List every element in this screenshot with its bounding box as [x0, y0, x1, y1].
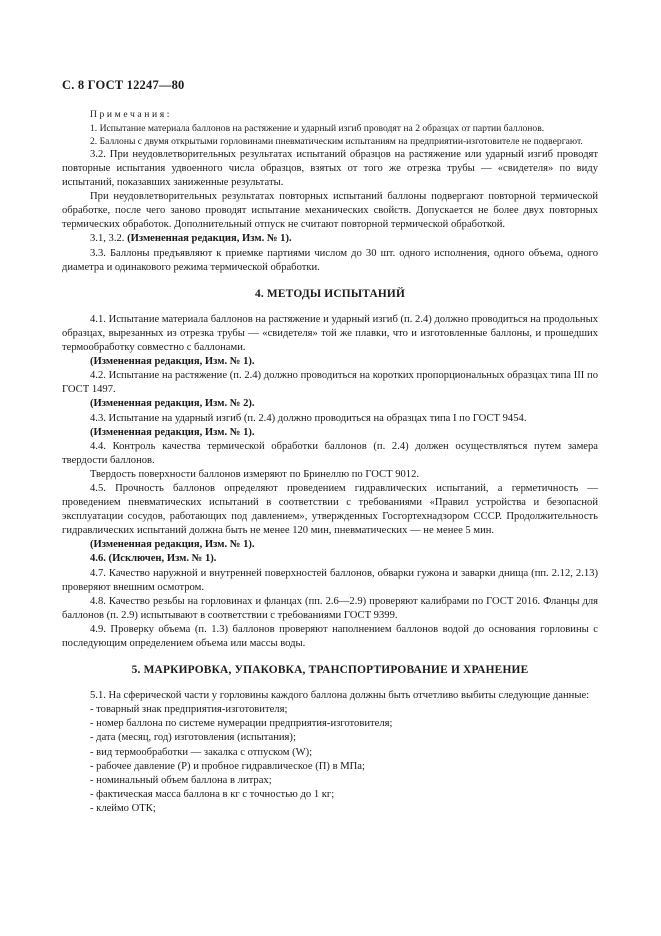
paragraph-4-7: 4.7. Качество наружной и внутренней поверхностей баллонов, обварки гужона и заварки днища (пп. 2.12, 2.13) проверяют внешним осмотром. [62, 567, 598, 593]
list-item: - номер баллона по системе нумерации предприятия-изготовителя; [90, 718, 393, 730]
amendment-note-4-2: (Измененная редакция, Изм. № 2). [90, 398, 255, 410]
notes-title: Примечания: [90, 109, 172, 120]
amendment-note-4-1: (Измененная редакция, Изм. № 1). [90, 356, 255, 368]
page-header: С. 8 ГОСТ 12247—80 [62, 78, 185, 92]
paragraph-3-2-continued: При неудовлетворительных результатах повторных испытаний баллоны подвергают повторной термической обработке, после чего заново проводят испытание механических свойств. Допускается не более двух повторных термических обработок. Дополнительный отпуск не считают повторной термической обработкой. [62, 191, 598, 231]
list-item: - рабочее давление (Р) и пробное гидравлическое (П) в МПа; [90, 760, 365, 772]
paragraph-4-4-continued: Твердость поверхности баллонов измеряют по Бринеллю по ГОСТ 9012. [90, 468, 420, 480]
amendment-prefix: 3.1, 3.2. [90, 233, 128, 245]
paragraph-4-2: 4.2. Испытание на растяжение (п. 2.4) должно проводиться на коротких пропорциональных образцах типа III по ГОСТ 1497. [62, 370, 598, 396]
document-body [62, 108, 598, 816]
note-item-2: 2. Баллоны с двумя открытыми горловинами пневматическим испытаниям на предприятии-изготовителе не подвергают. [90, 135, 583, 147]
list-item: - товарный знак предприятия-изготовителя; [90, 704, 288, 716]
paragraph-4-6: 4.6. (Исключен, Изм. № 1). [90, 553, 217, 565]
amendment-note-3-1 [62, 232, 598, 246]
amendment-note-4-5: (Измененная редакция, Изм. № 1). [90, 539, 255, 551]
paragraph-5-1: 5.1. На сферической части у горловины каждого баллона должны быть отчетливо выбиты следующие данные: [90, 690, 590, 702]
list-item: - вид термообработки — закалка с отпуском (W); [90, 746, 313, 758]
paragraph-4-1: 4.1. Испытание материала баллонов на растяжение и ударный изгиб (п. 2.4) должно проводиться на продольных образцах, вырезанных из отрезка трубы — «свидетеля» той же плавки, что и изготовленные баллоны, и прошедших термообработку совместно с баллонами. [62, 313, 598, 354]
paragraph-4-8: 4.8. Качество резьбы на горловинах и фланцах (пп. 2.6—2.9) проверяют калибрами по ГОСТ 2016. Фланцы для баллонов (п. 2.9) испытывают в соответствии с требованиями ГОСТ 9399. [62, 595, 598, 621]
list-item: - фактическая масса баллона в кг с точностью до 1 кг; [90, 788, 335, 800]
note-item-1: 1. Испытание материала баллонов на растяжение и ударный изгиб проводят на 2 образцах от партии баллонов. [90, 122, 545, 134]
section-4-title: 4. МЕТОДЫ ИСПЫТАНИЙ [254, 287, 406, 300]
list-item: - номинальный объем баллона в литрах; [90, 774, 272, 786]
list-item: - клеймо ОТК; [90, 802, 156, 814]
amendment-text: (Измененная редакция, Изм. № 1). [127, 233, 292, 245]
section-5-title: 5. МАРКИРОВКА, УПАКОВКА, ТРАНСПОРТИРОВАНИЕ И ХРАНЕНИЕ [131, 664, 529, 677]
paragraph-4-4: 4.4. Контроль качества термической обработки баллонов (п. 2.4) должен осуществляться путем замера твердости баллонов. [62, 440, 598, 466]
paragraph-4-3: 4.3. Испытание на ударный изгиб (п. 2.4) должно проводиться на образцах типа I по ГОСТ 9454. [90, 412, 527, 424]
list-item: - дата (месяц, год) изготовления (испытания); [90, 732, 296, 744]
paragraph-4-9: 4.9. Проверку объема (п. 1.3) баллонов проверяют наполнением баллонов водой до основания горловины с последующим определением объема или массы воды. [62, 623, 598, 649]
paragraph-4-5: 4.5. Прочность баллонов определяют проведением гидравлических испытаний, а герметичность — проведением пневматических испытаний в соответствии с требованиями «Правил устройства и безопасной эксплуатации сосудов, работающих под давлением», утвержденных Госгортехнадзором СССР. Продолжительность гидравлических испытаний должна быть не менее 120 мин, пневматических — не менее 5 мин. [62, 482, 598, 537]
paragraph-3-3: 3.3. Баллоны предъявляют к приемке партиями числом до 30 шт. одного исполнения, одного объема, одного диаметра и одинакового режима термической обработки. [62, 247, 598, 273]
paragraph-3-2: 3.2. При неудовлетворительных результатах испытаний образцов на растяжение или ударный изгиб проводят повторные испытания удвоенного числа образцов, взятых от того же отрезка трубы — «свидетеля» по виду испытаний, показавших заниженные результаты. [62, 148, 598, 189]
amendment-note-4-3: (Измененная редакция, Изм. № 1). [90, 426, 255, 438]
